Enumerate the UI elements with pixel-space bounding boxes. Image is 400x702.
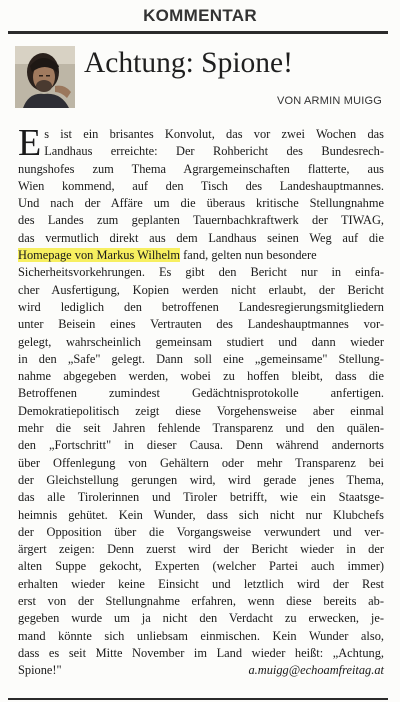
closing-line <box>18 662 384 679</box>
text-line: mand könnte sich unliebsam einmischen. Kein Wunder also, <box>18 628 384 643</box>
text-line: nahme abgegeben werden, wobei zu hoffen bleibt, dass die <box>18 369 384 384</box>
byline: VON ARMIN MUIGG <box>276 95 382 107</box>
text-line: des Landes zum geplanten Tauernbachkraftwerk der TIWAG, <box>18 213 384 228</box>
text-line: nungshofes zum Thema Agrargemeinschaften flatterte, aus <box>18 161 384 176</box>
text-line: heimnis gehütet. Kein Wunder, dass sich nicht nur Klubchefs <box>18 507 384 522</box>
text-line: Homepage von Markus Wilhelm fand, gelten nun besondere <box>18 248 317 263</box>
text-line: Demokratiepolitisch zeigt diese Vorgehensweise aber einmal <box>18 403 384 418</box>
text-line: das vermutlich direkt aus dem Landhaus seinen Weg auf die <box>18 230 384 245</box>
text-line: erst von der Stellungnahme erfahren, wenn diese bereits ab- <box>18 594 384 609</box>
text-line: cher Ausfertigung, Kopien werden nicht erlaubt, der Bericht <box>18 282 384 297</box>
text-line: s ist ein brisantes Konvolut, das vor zwei Wochen das <box>44 127 384 141</box>
section-title: KOMMENTAR <box>143 6 257 25</box>
text-line: unter Beisein eines Vertrauten des Landeshauptmannes vor- <box>18 317 384 332</box>
closing-text: Spione!" <box>18 663 62 678</box>
text-line: wird lediglich den betroffenen Landesregierungsmitgliedern <box>18 299 384 314</box>
text-line: das alle Tirolerinnen und Tiroler betrifft, wie ein Staatsge- <box>18 490 384 505</box>
text-line: über Offenlegung von Gehältern oder mehr Transparenz bei <box>18 455 384 470</box>
text-line: Betroffenen zumindest Gedächtnisprotokolle anfertigen. <box>18 386 384 401</box>
highlighted-link-text: Homepage von Markus Wilhelm <box>18 248 181 263</box>
text-line: Sicherheitsvorkehrungen. Es gibt den Bericht nur in einfa- <box>18 265 384 280</box>
bottom-rule <box>8 698 388 700</box>
text-line: in den „Safe" gelegt. Dann soll eine „gemeinsame" Stellung- <box>18 351 384 366</box>
top-rule <box>8 31 388 34</box>
text-line: mehr die seit Jahren fehlende Transparenz und den quälen- <box>18 421 384 436</box>
text-line: den „Fortschritt" in dieser Causa. Denn während andernorts <box>18 438 384 453</box>
text-line: alten Suppe gekocht, Experten (welcher Partei auch immer) <box>18 559 384 574</box>
author-photo <box>15 46 75 108</box>
text-line: erhalten wieder keine Einsicht und letztlich wird der Rest <box>18 576 384 591</box>
text-line: ärgert zeigen: Denn zuerst wird der Bericht wieder in der <box>18 542 384 557</box>
text-line: Und nach der Affäre um die überaus kritische Stellungnahme <box>18 196 384 211</box>
text-line: gelegt, wahrscheinlich gemeinsam studiert und dann wieder <box>18 334 384 349</box>
text-line: Landhaus erreichte: Der Rohbericht des Bundesrech- <box>44 144 384 159</box>
drop-cap: E <box>18 122 42 164</box>
text-line: dass es seit Mitte November im Land wieder heißt: „Achtung, <box>18 645 384 660</box>
article-body <box>18 122 384 680</box>
headline: Achtung: Spione! <box>84 47 293 79</box>
author-email[interactable]: a.muigg@echoamfreitag.at <box>248 663 384 678</box>
text-line: gegeben wurde um ja nicht den Verdacht zu erwecken, je- <box>18 611 384 626</box>
text-line: Wien kommend, auf den Tisch des Landeshauptmannes. <box>18 178 384 193</box>
text-line: der Opposition über die Vorgangsweise verwundert und ver- <box>18 524 384 539</box>
text-line: der Gleichstellung gerungen wird, wird gerade jenes Thema, <box>18 472 384 487</box>
